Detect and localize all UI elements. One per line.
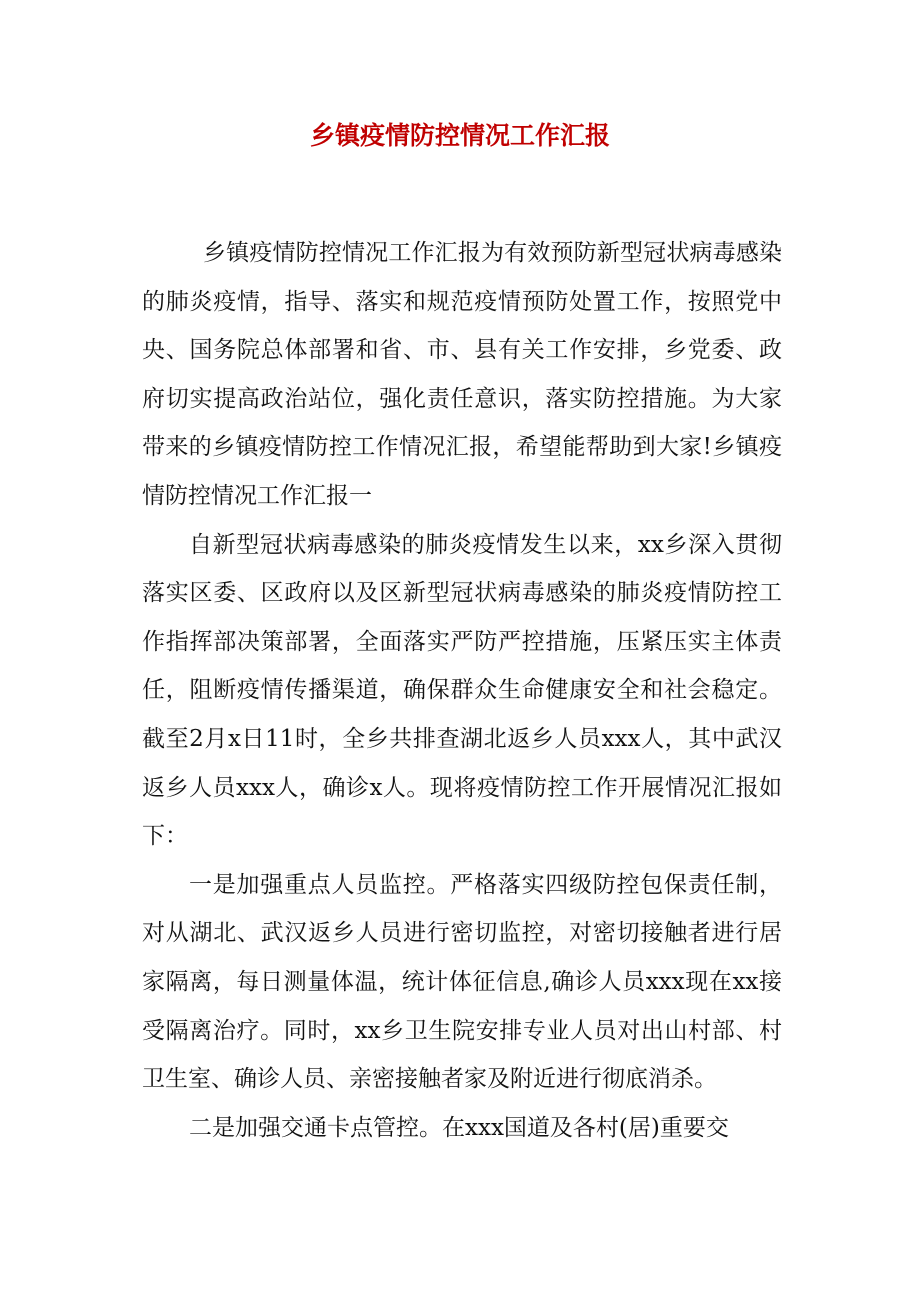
paragraph-point-two: 二是加强交通卡点管控。在xxx国道及各村(居)重要交: [189, 1114, 729, 1141]
document-title: 乡镇疫情防控情况工作汇报: [309, 121, 610, 150]
document-body: [142, 229, 782, 1152]
paragraph-intro: 乡镇疫情防控情况工作汇报为有效预防新型冠状病毒感染的肺炎疫情，指导、落实和规范疫情预防处置工作，按照党中央、国务院总体部署和省、市、县有关工作安排，乡党委、政府切实提高政治站位，强化责任意识，落实防控措施。为大家带来的乡镇疫情防控工作情况汇报，希望能帮助到大家!乡镇疫情防控情况工作汇报一: [142, 240, 782, 509]
paragraph-overview: 自新型冠状病毒感染的肺炎疫情发生以来，xx乡深入贯彻落实区委、区政府以及区新型冠状病毒感染的肺炎疫情防控工作指挥部决策部署，全面落实严防严控措施，压紧压实主体责任，阻断疫情传播渠道，确保群众生命健康安全和社会稳定。截至2月x日11时，全乡共排查湖北返乡人员xxx人，其中武汉返乡人员xxx人，确诊x人。现将疫情防控工作开展情况汇报如下：: [142, 531, 782, 850]
paragraph-point-one: 一是加强重点人员监控。严格落实四级防控包保责任制，对从湖北、武汉返乡人员进行密切监控，对密切接触者进行居家隔离，每日测量体温，统计体征信息,确诊人员xxx现在xx接受隔离治疗。同时，xx乡卫生院安排专业人员对出山村部、村卫生室、确诊人员、亲密接触者家及附近进行彻底消杀。: [142, 871, 782, 1093]
